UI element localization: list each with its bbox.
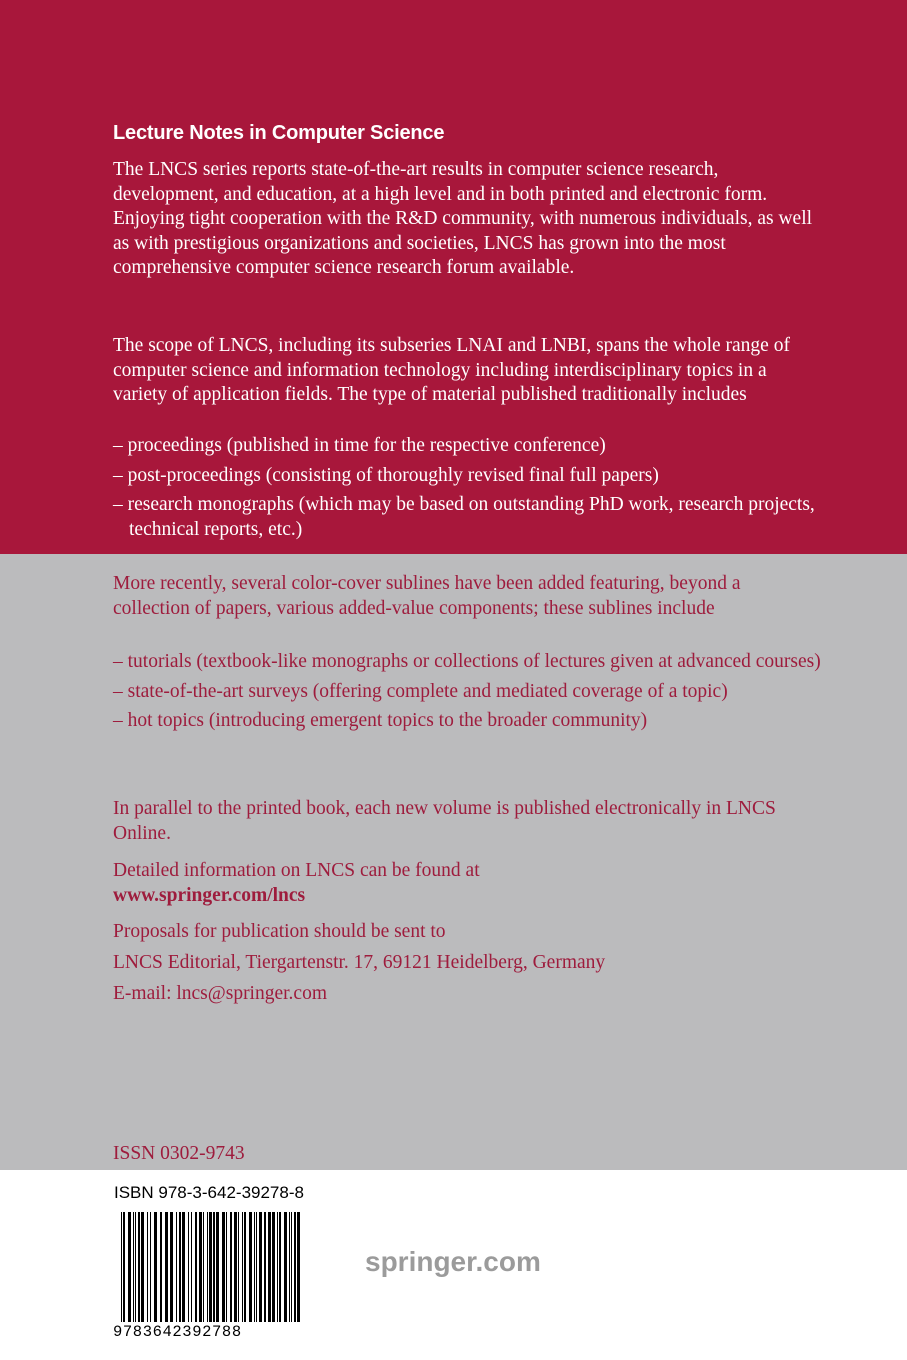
contact-email[interactable]: E-mail: lncs@springer.com — [113, 983, 327, 1004]
proposals-text: Proposals for publication should be sent to — [113, 921, 446, 942]
list-item: – proceedings (published in time for the respective conference) — [113, 434, 833, 459]
list-item: – research monographs (which may be based on outstanding PhD work, research projects, technical reports, etc.) — [113, 493, 833, 542]
list-item: – tutorials (textbook-like monographs or collections of lectures given at advanced courses) — [113, 650, 833, 675]
info-url[interactable]: www.springer.com/lncs — [113, 885, 306, 906]
list-item: – hot topics (introducing emergent topics to the broader community) — [113, 709, 833, 734]
barcode-digits: 9783642392788 — [113, 1322, 309, 1342]
barcode-icon — [113, 1212, 309, 1340]
online-note: In parallel to the printed book, each new volume is published electronically in LNCS Online. — [113, 798, 776, 844]
issn-number: ISSN 0302-9743 — [113, 1143, 245, 1164]
editorial-address: LNCS Editorial, Tiergartenstr. 17, 69121 Heidelberg, Germany — [113, 952, 606, 973]
material-types-list — [113, 434, 833, 547]
publisher-site-logo: springer.com — [365, 1246, 541, 1277]
cover-top-panel — [0, 0, 907, 554]
isbn-number: ISBN 978-3-642-39278-8 — [114, 1183, 304, 1202]
intro-paragraph: The LNCS series reports state-of-the-art results in computer science research, development, and education, at a high level and in both printed and electronic form. Enjoying tight cooperation with the R&D community, with numerous individuals, as well as with prestigious organizations and societies, LNCS has grown into the most comprehensive computer science research forum available. — [113, 159, 813, 278]
list-item: – state-of-the-art surveys (offering complete and mediated coverage of a topic) — [113, 680, 833, 705]
sublines-paragraph: More recently, several color-cover sublines have been added featuring, beyond a collection of papers, various added-value components; these sublines include — [113, 573, 741, 619]
scope-paragraph: The scope of LNCS, including its subseries LNAI and LNBI, spans the whole range of computer science and information technology including interdisciplinary topics in a variety of application fields. The type of material published traditionally includes — [113, 335, 790, 405]
cover-gray-panel — [0, 554, 907, 1170]
series-title: Lecture Notes in Computer Science — [113, 122, 445, 144]
sublines-list — [113, 650, 833, 739]
list-item: – post-proceedings (consisting of thoroughly revised final full papers) — [113, 464, 833, 489]
info-text: Detailed information on LNCS can be found at — [113, 860, 480, 881]
